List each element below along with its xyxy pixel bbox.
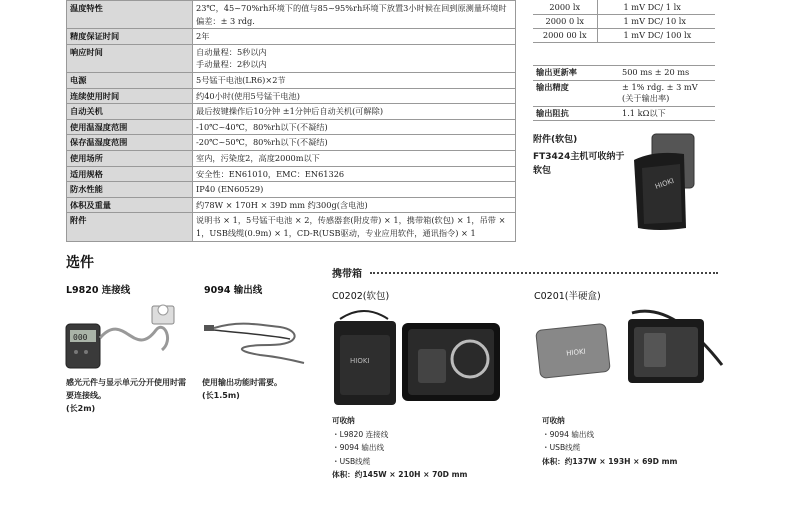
l9820-title: L9820 连接线 (66, 285, 131, 296)
c0201-contents (542, 414, 702, 468)
spec-key: 附件 (67, 213, 193, 241)
spec-value: 约40小时(使用5号锰干电池) (193, 88, 516, 104)
c0202-item: ・L9820 连接线 (332, 429, 389, 439)
spec-key: 使用场所 (67, 150, 193, 166)
c0202-contents (332, 414, 502, 482)
spec-row (67, 150, 516, 166)
spec-key: 连续使用时间 (67, 88, 193, 104)
range-value: 2000 lx (533, 0, 597, 14)
spec-row (67, 104, 516, 120)
range-scale: 1 mV DC/ 10 lx (597, 14, 715, 28)
spec-value: 自动量程：5秒以内 手动量程：2秒以内 (193, 44, 516, 72)
spec-value: IP40 (EN60529) (193, 182, 516, 198)
c0202-size: 体积：约145W × 210H × 70D mm (332, 470, 468, 479)
output-table (533, 65, 715, 121)
range-scale: 1 mV DC/ 100 lx (597, 28, 715, 42)
spec-value: 5号锰干电池(LR6)×2节 (193, 72, 516, 88)
spec-value: -20℃~50℃，80%rh以下(不凝结) (193, 135, 516, 151)
accessory-title: 附件(软包) (533, 135, 578, 145)
spec-row (67, 88, 516, 104)
c0202-image (330, 305, 505, 409)
range-row (533, 28, 715, 42)
p9094-title: 9094 输出线 (204, 285, 263, 296)
spec-row (67, 44, 516, 72)
output-row (533, 80, 715, 106)
output-value: 500 ms ± 20 ms (619, 66, 715, 81)
range-value: 2000 0 lx (533, 14, 597, 28)
c0202-item: ・USB线缆 (332, 456, 371, 466)
spec-key: 体积及重量 (67, 197, 193, 213)
hioki-logo: HIOKI (654, 176, 676, 191)
dotted-divider (370, 266, 718, 274)
output-value: ± 1% rdg. ± 3 mV (关于输出率) (619, 80, 715, 106)
output-row (533, 106, 715, 121)
carry-title: 携带箱 (332, 269, 362, 280)
spec-key: 温度特性 (67, 1, 193, 29)
c0201-head: 可收纳 (542, 416, 565, 425)
range-scale: 1 mV DC/ 1 lx (597, 0, 715, 14)
c0202-title: C0202(软包) (332, 291, 390, 302)
p9094-caption: 使用输出功能时需要。 (长1.5m) (202, 378, 282, 400)
spec-key: 使用温湿度范围 (67, 119, 193, 135)
output-key: 输出阻抗 (533, 106, 619, 121)
spec-key: 适用规格 (67, 166, 193, 182)
spec-row (67, 166, 516, 182)
spec-row (67, 1, 516, 29)
output-key: 输出更新率 (533, 66, 619, 81)
spec-value: 2年 (193, 29, 516, 45)
hioki-logo: HIOKI (565, 347, 587, 358)
spec-key: 自动关机 (67, 104, 193, 120)
output-key: 输出精度 (533, 80, 619, 106)
spec-row (67, 182, 516, 198)
spec-value: 安全性：EN61010，EMC：EN61326 (193, 166, 516, 182)
options-title: 选件 (66, 255, 94, 271)
c0201-title: C0201(半硬盒) (534, 291, 601, 302)
spec-row (67, 135, 516, 151)
output-value: 1.1 kΩ以下 (619, 106, 715, 121)
p9094-image (200, 305, 310, 367)
output-row (533, 66, 715, 81)
accessory-desc: FT3424主机可收纳于软包 (533, 152, 625, 176)
svg-text:000: 000 (73, 333, 88, 342)
c0202-head: 可收纳 (332, 416, 355, 425)
c0201-size: 体积：约137W × 193H × 69D mm (542, 456, 678, 466)
spec-table (66, 0, 516, 242)
c0201-item: ・USB线缆 (542, 443, 581, 452)
range-row (533, 0, 715, 14)
spec-key: 响应时间 (67, 44, 193, 72)
spec-key: 防水性能 (67, 182, 193, 198)
c0202-item: ・9094 输出线 (332, 443, 385, 452)
l9820-image (64, 300, 189, 372)
range-row (533, 14, 715, 28)
c0201-image (532, 305, 728, 401)
spec-value: 23℃，45~70%rh环境下的值与85~95%rh环境下放置3小时候在回到原测量环境时偏差：± 3 rdg. (193, 1, 516, 29)
spec-key: 精度保证时间 (67, 29, 193, 45)
spec-row (67, 29, 516, 45)
spec-row (67, 197, 516, 213)
c0201-item: ・9094 输出线 (542, 429, 595, 439)
range-value: 2000 00 lx (533, 28, 597, 42)
spec-value: 说明书 × 1，5号锰干电池 × 2，传感器套(附皮带) × 1，携带箱(软包) × 1，吊带 × 1，USB线缆(0.9m) × 1，CD-R(USB驱动，专业应用软件，通讯指令) × 1 (193, 213, 516, 241)
spec-row (67, 72, 516, 88)
spec-key: 保存温湿度范围 (67, 135, 193, 151)
spec-value: -10℃~40℃，80%rh以下(不凝结) (193, 119, 516, 135)
spec-value: 最后按键操作后10分钟 ±1分钟后自动关机(可解除) (193, 104, 516, 120)
hioki-logo: HIOKI (350, 357, 370, 365)
soft-bag-image (614, 132, 704, 232)
range-table (533, 0, 715, 43)
spec-key: 电源 (67, 72, 193, 88)
spec-value: 室内，污染度2，高度2000m以下 (193, 150, 516, 166)
spec-row (67, 213, 516, 241)
spec-value: 约78W × 170H × 39D mm 约300g(含电池) (193, 197, 516, 213)
l9820-caption: 感光元件与显示单元分开使用时需要连接线。 (长2m) (66, 378, 186, 413)
spec-row (67, 119, 516, 135)
